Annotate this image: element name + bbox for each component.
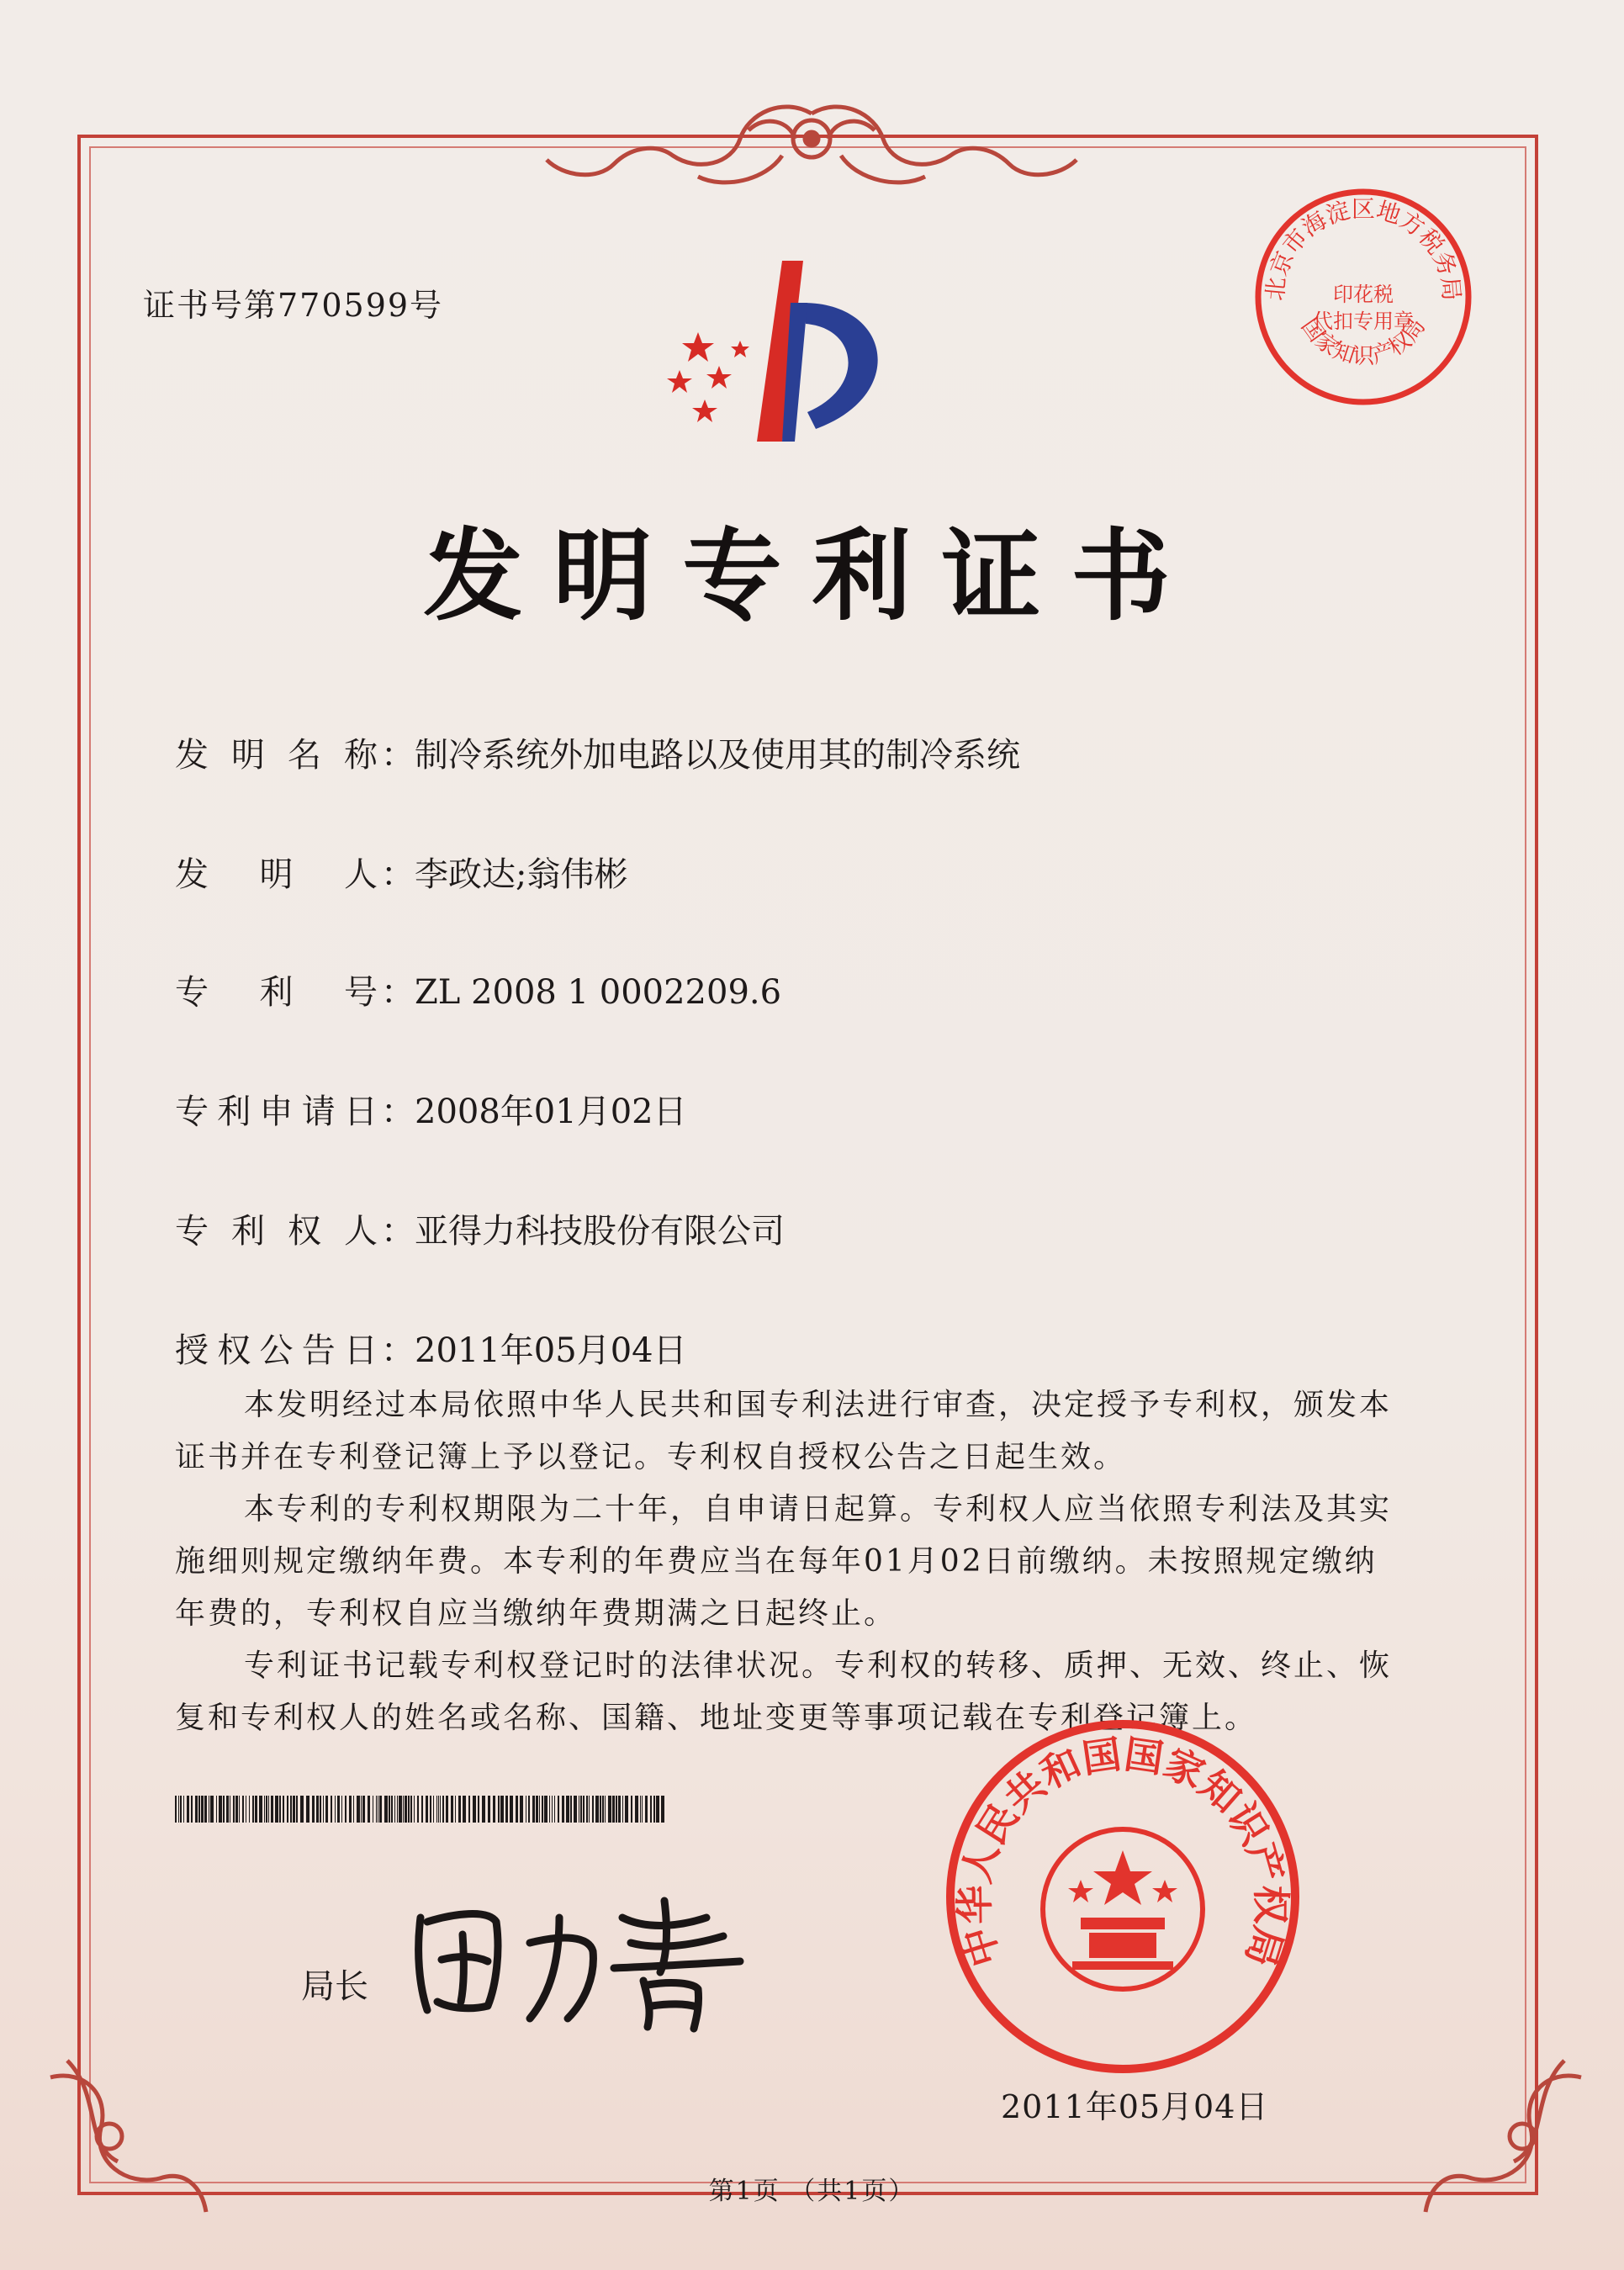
field-inventor: 发明人：李政达;翁伟彬 (175, 848, 627, 896)
top-ornament (530, 80, 1093, 206)
field-value: 李政达;翁伟彬 (415, 855, 628, 894)
field-application-date: 专利申请日：2008年01月02日 (175, 1085, 687, 1133)
small-seal-ring-text: 北京市海淀区地方税务局 (1261, 195, 1466, 302)
field-invention-name: 发明名称：制冷系统外加电路以及使用其的制冷系统 (175, 728, 1020, 776)
barcode (175, 1796, 671, 1823)
field-label: 发明名称 (175, 736, 381, 775)
seal-date: 2011年05月04日 (1001, 2088, 1269, 2125)
field-patent-number: 专利号：ZL 2008 1 0002209.6 (175, 966, 781, 1013)
director-label: 局长 (301, 1967, 368, 2006)
tax-stamp-seal (1250, 183, 1477, 410)
field-value: 亚得力科技股份有限公司 (415, 1212, 785, 1251)
field-label: 专利权人 (175, 1212, 381, 1251)
national-emblem-icon (1068, 1850, 1177, 1970)
field-label: 专利申请日 (175, 1093, 381, 1131)
big-seal-ring-text: 中华人民共和国国家知识产权局 (951, 1731, 1294, 1972)
field-value: 2008年01月02日 (415, 1093, 687, 1131)
page-footer: 第1页 （共1页） (708, 2177, 916, 2206)
cnipa-official-seal (942, 1716, 1304, 2077)
certificate-body (175, 1379, 1403, 1744)
field-label: 授权公告日 (175, 1331, 381, 1370)
director-signature (404, 1884, 757, 2035)
field-grant-date: 授权公告日：2011年05月04日 (175, 1324, 687, 1372)
small-seal-center-1: 印花税 (1333, 283, 1394, 306)
body-paragraph: 本发明经过本局依照中华人民共和国专利法进行审查，决定授予专利权，颁发本证书并在专利登记簿上予以登记。专利权自授权公告之日起生效。 (175, 1388, 1393, 1474)
field-value: 制冷系统外加电路以及使用其的制冷系统 (415, 736, 1020, 775)
field-label: 发明人 (175, 855, 381, 894)
field-value: 2011年05月04日 (415, 1331, 687, 1370)
body-paragraph: 本专利的专利权期限为二十年，自申请日起算。专利权人应当依照专利法及其实施细则规定缴纳年费。本专利的年费应当在每年01月02日前缴纳。未按照规定缴纳年费的，专利权自应当缴纳年费期满之日起终止。 (175, 1492, 1393, 1631)
small-seal-bottom-text: 国家知识产权局 (1295, 314, 1431, 369)
field-value: ZL 2008 1 0002209.6 (415, 973, 782, 1012)
field-patentee: 专利权人：亚得力科技股份有限公司 (175, 1204, 785, 1252)
body-paragraph: 专利证书记载专利权登记时的法律状况。专利权的转移、质押、无效、终止、恢复和专利权人的姓名或名称、国籍、地址变更等事项记载在专利登记簿上。 (175, 1648, 1393, 1735)
certificate-number: 证书号第770599号 (143, 287, 444, 324)
patent-office-logo (656, 252, 934, 463)
small-seal-center-2: 代扣专用章 (1313, 310, 1414, 333)
field-label: 专利号 (175, 973, 381, 1012)
certificate-title: 发明专利证书 (423, 517, 1201, 634)
